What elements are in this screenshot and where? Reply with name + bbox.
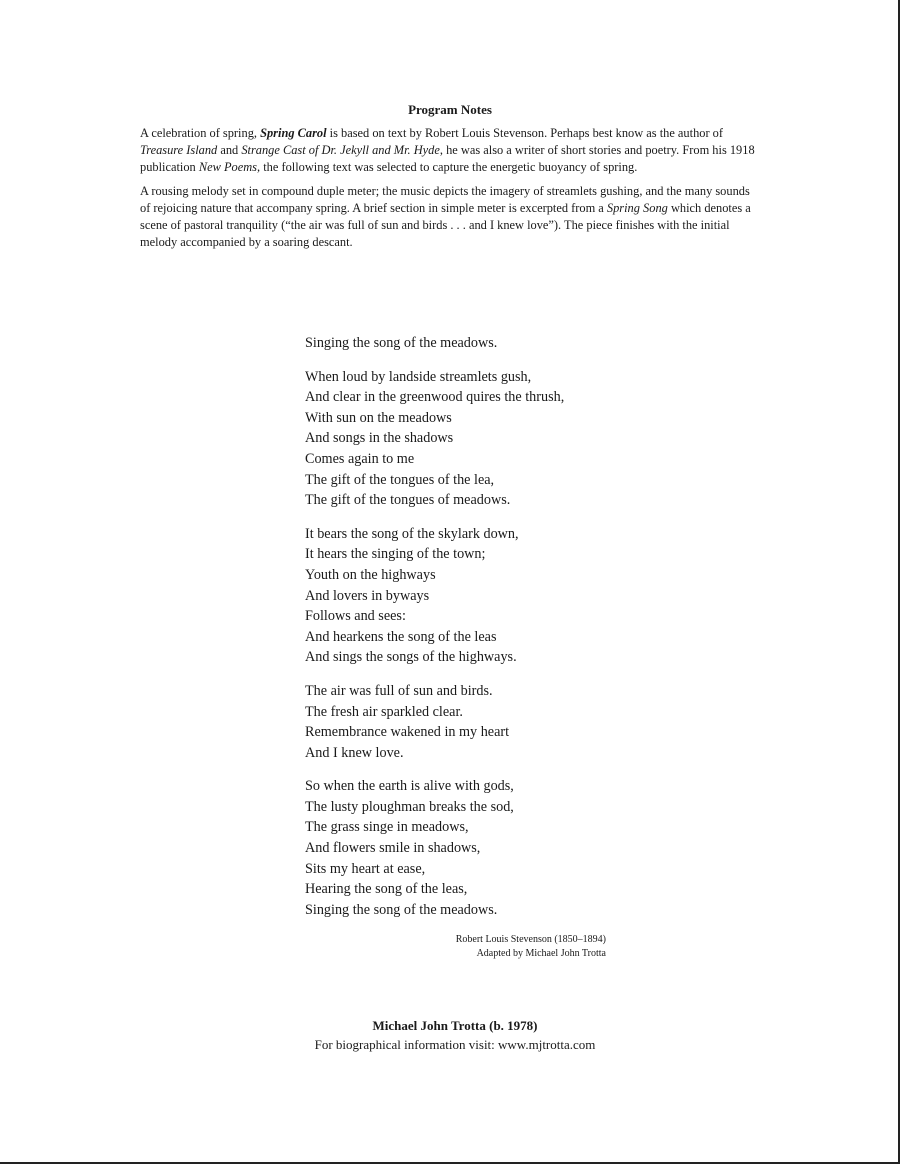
- poem-line: Youth on the highways: [305, 566, 436, 583]
- poem-line: The grass singe in meadows,: [305, 819, 469, 836]
- composer-name: Michael John Trotta (b. 1978): [372, 1018, 538, 1033]
- book-title: New Poems,: [198, 160, 261, 175]
- program-notes: [140, 102, 760, 257]
- poem-line: Follows and sees:: [305, 608, 406, 625]
- text: which denotes a scene of pastoral tranquility (“the air was full of sun and birds . . . and I knew love”). The piece finishes with the initial melody accompanied by a soaring descant.: [140, 200, 751, 250]
- book-title: Treasure Island: [140, 143, 218, 158]
- poem-line: And hearkens the song of the leas: [305, 628, 497, 645]
- adaptation-credit: Adapted by Michael John Trotta: [476, 948, 606, 959]
- poem-line: When loud by landside streamlets gush,: [305, 368, 532, 385]
- poem-text: [305, 333, 635, 933]
- poem-line: Hearing the song of the leas,: [305, 881, 468, 898]
- author-credit: Robert Louis Stevenson (1850–1894): [455, 934, 606, 945]
- text: the following text was selected to capture the energetic buoyancy of spring.: [260, 160, 638, 175]
- poem-line: The air was full of sun and birds.: [305, 682, 493, 699]
- program-notes-paragraph-1: [140, 125, 760, 177]
- composer-info: For biographical information visit: www.mjtrotta.com: [314, 1037, 596, 1052]
- poem-line: Comes again to me: [305, 450, 415, 467]
- poem-line: And lovers in byways: [305, 587, 430, 604]
- poem-line: It bears the song of the skylark down,: [305, 525, 519, 542]
- poem-line: With sun on the meadows: [305, 409, 452, 426]
- poem-line: And clear in the greenwood quires the thrush,: [305, 389, 565, 406]
- poem-line: It hears the singing of the town;: [305, 546, 486, 563]
- poem-line: The lusty ploughman breaks the sod,: [305, 798, 514, 815]
- program-notes-title: Program Notes: [408, 102, 492, 117]
- work-title: Spring Carol: [260, 126, 327, 140]
- poem-line: Sits my heart at ease,: [305, 860, 426, 877]
- book-title: Strange Cast of Dr. Jekyll and Mr. Hyde: [241, 143, 440, 158]
- text-credit: [380, 933, 606, 961]
- poem-line: And sings the songs of the highways.: [305, 649, 517, 666]
- poem-line: And I knew love.: [305, 744, 404, 761]
- text: and: [217, 143, 242, 158]
- poem-line: So when the earth is alive with gods,: [305, 778, 514, 795]
- poem-line: Singing the song of the meadows.: [305, 901, 498, 918]
- song-title: Spring Song: [606, 200, 668, 215]
- poem-line: And flowers smile in shadows,: [305, 840, 481, 857]
- poem-line: And songs in the shadows: [305, 430, 454, 447]
- poem-line: The gift of the tongues of the lea,: [305, 471, 495, 488]
- poem-line: Singing the song of the meadows.: [305, 335, 498, 351]
- composer-bio: [0, 1016, 900, 1054]
- poem-stanza: [305, 524, 635, 668]
- program-notes-paragraph-2: [140, 183, 760, 252]
- poem-stanza: [305, 776, 635, 920]
- text: A celebration of spring,: [140, 126, 261, 140]
- text: A rousing melody set in compound duple meter; the music depicts the imagery of streamlets gushing, and the many sounds of rejoicing nature that accompany spring. A brief section in simple meter is excerpted from a: [140, 183, 750, 215]
- text: , he was also a writer of short stories and poetry. From his 1918 publication: [140, 143, 755, 175]
- poem-stanza: [305, 681, 635, 763]
- poem-line: Remembrance wakened in my heart: [305, 724, 510, 741]
- poem-stanza: [305, 367, 635, 511]
- poem-line: The gift of the tongues of meadows.: [305, 492, 511, 509]
- poem-line: The fresh air sparkled clear.: [305, 703, 463, 720]
- poem-stanza: [305, 333, 635, 354]
- text: is based on text by Robert Louis Stevenson. Perhaps best know as the author of: [326, 126, 724, 140]
